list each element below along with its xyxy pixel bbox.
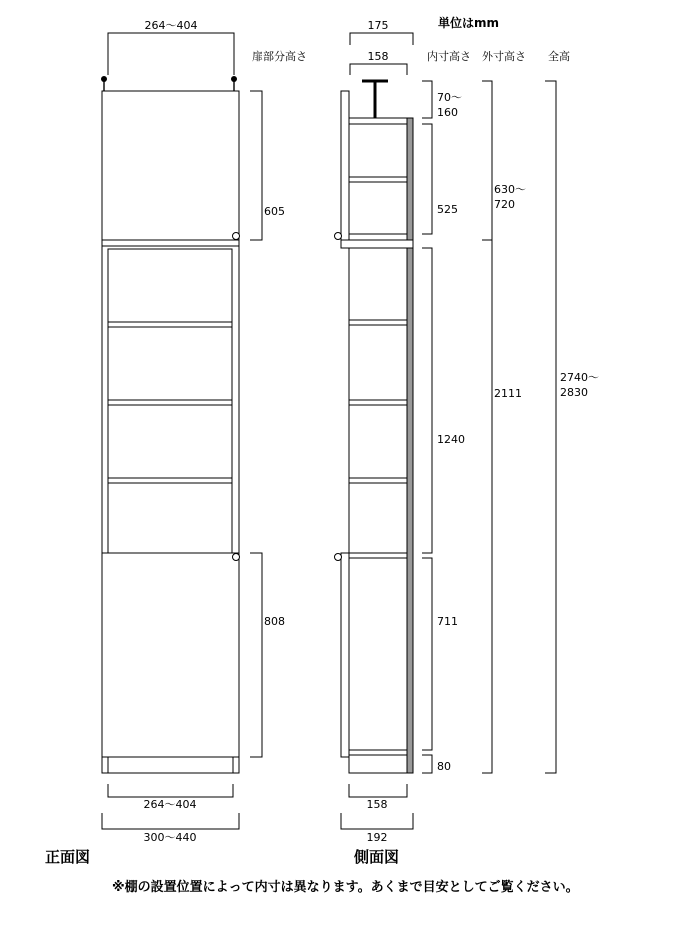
upper-door-height-label: 605 [264, 205, 285, 218]
side-shelf-1 [349, 320, 407, 325]
side-inner-depth-label: 158 [366, 798, 388, 811]
outer-height-header: 外寸高さ [482, 50, 526, 63]
side-lower-back-panel [407, 248, 413, 773]
side-outer-depth-label: 192 [366, 831, 388, 844]
front-inner-width-dimension [108, 784, 233, 797]
side-view [335, 19, 600, 866]
side-upper-bottom [349, 234, 407, 240]
front-view [45, 19, 285, 866]
side-inner-depth-dimension [349, 784, 407, 797]
side-lower-body [349, 248, 407, 773]
front-shelf-3 [108, 478, 232, 483]
upper-inner-height-label: 525 [437, 203, 458, 216]
adjuster-height-label-1: 70〜 [437, 91, 462, 104]
side-base-top [349, 750, 407, 755]
total-height-header: 全高 [548, 50, 570, 63]
side-top-depth-label: 175 [367, 19, 389, 32]
side-lower-door-edge [341, 553, 349, 757]
side-upper-door-hinge [335, 233, 342, 240]
side-ceiling-adjuster [362, 81, 388, 118]
side-top-depth-dimension [350, 33, 413, 45]
side-upper-top [349, 118, 407, 124]
side-upper-door-edge [341, 91, 349, 240]
front-upper-divider [102, 240, 239, 246]
lower-inner-height-dimension [422, 558, 432, 750]
lower-outer-height-label: 2111 [494, 387, 522, 400]
measurement-note: ※棚の設置位置によって内寸は異なります。あくまで目安としてご覧ください。 [112, 880, 579, 895]
lower-inner-height-label: 711 [437, 615, 458, 628]
front-base [102, 757, 239, 773]
inner-height-header: 内寸高さ [427, 50, 471, 63]
front-upper-door [102, 91, 239, 240]
front-outer-width-dimension [102, 813, 239, 829]
side-outer-depth-dimension [341, 813, 413, 829]
lower-door-height-dimension [250, 553, 262, 757]
front-lower-door-hinge [233, 554, 240, 561]
side-view-title: 側面図 [354, 848, 400, 866]
lower-outer-height-dimension [482, 240, 492, 773]
upper-door-height-dimension [250, 91, 262, 240]
side-inner-top-depth-label: 158 [367, 50, 389, 63]
front-shelf-2 [108, 400, 232, 405]
door-height-header: 扉部分高さ [252, 50, 307, 63]
lower-door-height-label: 808 [264, 615, 285, 628]
upper-outer-height-dimension [482, 81, 492, 240]
base-height-dimension [422, 755, 432, 773]
upper-inner-height-dimension [422, 124, 432, 234]
base-height-label: 80 [437, 760, 451, 773]
front-view-title: 正面図 [45, 848, 91, 866]
side-upper-shelf [349, 177, 407, 182]
side-lower-door-hinge [335, 554, 342, 561]
side-upper-back-panel [407, 118, 413, 240]
units-label: 単位はmm [438, 16, 500, 30]
adjuster-height-dimension [422, 81, 432, 118]
side-upper-divider [341, 240, 413, 248]
total-height-label-2: 2830 [560, 386, 588, 399]
total-height-dimension [545, 81, 556, 773]
side-shelf-3 [349, 478, 407, 483]
front-top-width-dimension [108, 33, 234, 75]
front-ceiling-adjusters [101, 76, 237, 92]
side-inner-top-depth-dimension [350, 64, 407, 75]
front-lower-door [102, 553, 239, 757]
front-inner-width-label: 264〜404 [143, 798, 197, 811]
front-outer-width-label: 300〜440 [143, 831, 197, 844]
upper-outer-height-label-2: 720 [494, 198, 515, 211]
middle-inner-height-label: 1240 [437, 433, 465, 446]
front-shelf-1 [108, 322, 232, 327]
front-upper-door-hinge [233, 233, 240, 240]
adjuster-height-label-2: 160 [437, 106, 458, 119]
upper-outer-height-label-1: 630〜 [494, 183, 526, 196]
side-shelf-2 [349, 400, 407, 405]
side-shelf-4 [349, 553, 407, 558]
total-height-label-1: 2740〜 [560, 371, 599, 384]
front-top-width-label: 264〜404 [144, 19, 198, 32]
middle-inner-height-dimension [422, 248, 432, 553]
